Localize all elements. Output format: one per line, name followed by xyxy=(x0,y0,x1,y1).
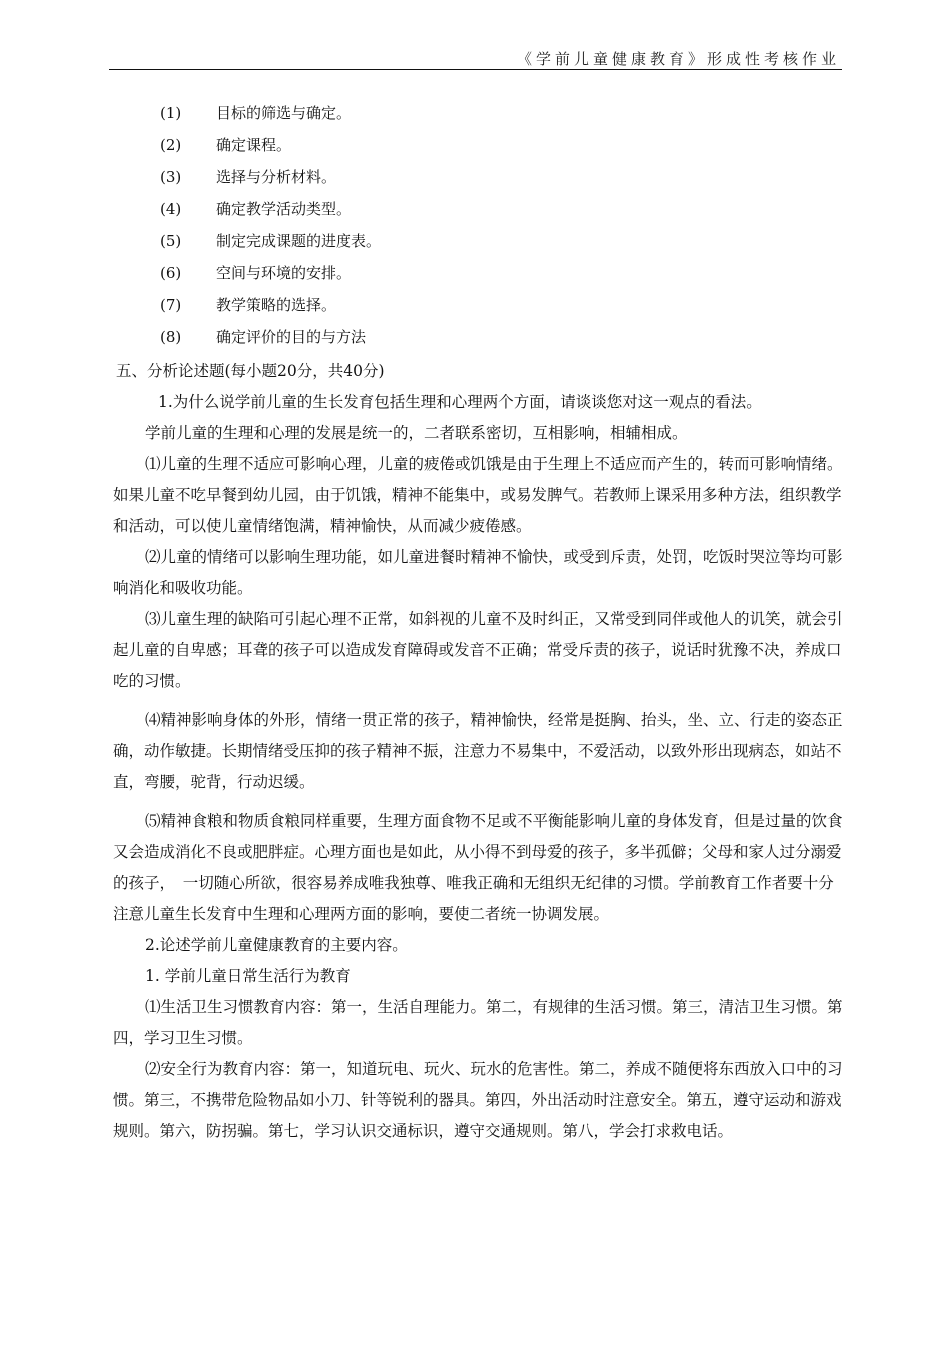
step-number: (6) xyxy=(160,264,182,282)
step-text: 制定完成课题的进度表。 xyxy=(216,232,382,250)
step-number: (2) xyxy=(160,136,182,154)
list-item xyxy=(160,225,381,257)
answer-1-point-2: ⑵儿童的情绪可以影响生理功能，如儿童进餐时精神不愉快，或受到斥责，处罚，吃饭时哭泣等均可影响消化和吸收功能。 xyxy=(113,548,843,597)
list-item xyxy=(160,289,381,321)
answer-1-intro: 学前儿童的生理和心理的发展是统一的，二者联系密切，互相影响，相辅相成。 xyxy=(145,424,688,442)
list-item xyxy=(160,193,381,225)
answer-1-point-1: ⑴儿童的生理不适应可影响心理，儿童的疲倦或饥饿是由于生理上不适应而产生的，转而可影响情绪。如果儿童不吃早餐到幼儿园，由于饥饿，精神不能集中，或易发脾气。若教师上课采用多种方法，组织教学和活动，可以使儿童情绪饱满，精神愉快，从而减少疲倦感。 xyxy=(113,455,843,535)
step-number: (5) xyxy=(160,232,182,250)
question-1: 1.为什么说学前儿童的生长发育包括生理和心理两个方面，请谈谈您对这一观点的看法。 xyxy=(158,393,762,411)
step-text: 确定评价的目的与方法 xyxy=(216,328,367,346)
question-2: 2.论述学前儿童健康教育的主要内容。 xyxy=(145,936,408,954)
step-text: 选择与分析材料。 xyxy=(216,168,337,186)
step-number: (1) xyxy=(160,104,182,122)
answer-1-point-4: ⑷精神影响身体的外形，情绪一贯正常的孩子，精神愉快，经常是挺胸、抬头，坐、立、行走的姿态正确，动作敏捷。长期情绪受压抑的孩子精神不振，注意力不易集中，不爱活动，以致外形出现病态，如站不直，弯腰，驼背，行动迟缓。 xyxy=(113,711,843,791)
header-divider xyxy=(109,69,842,70)
step-text: 教学策略的选择。 xyxy=(216,296,337,314)
section-five-content xyxy=(113,356,843,1147)
planning-steps-list xyxy=(160,97,381,353)
list-item xyxy=(160,97,381,129)
step-number: (4) xyxy=(160,200,182,218)
page-header-title: 《学前儿童健康教育》形成性考核作业 xyxy=(516,50,840,68)
list-item xyxy=(160,257,381,289)
list-item xyxy=(160,129,381,161)
answer-1-point-5: ⑸精神食粮和物质食粮同样重要，生理方面食物不足或不平衡能影响儿童的身体发育，但是过量的饮食又会造成消化不良或肥胖症。心理方面也是如此，从小得不到母爱的孩子，多半孤僻；父母和家人过分溺爱的孩子， 一切随心所欲，很容易养成唯我独尊、唯我正确和无组织无纪律的习惯。学前教育工作者要十分注意儿童生长发育中生理和心理两方面的影响，要使二者统一协调发展。 xyxy=(113,812,843,923)
list-item xyxy=(160,321,381,353)
step-text: 确定教学活动类型。 xyxy=(216,200,352,218)
answer-2-point-2: ⑵安全行为教育内容：第一，知道玩电、玩火、玩水的危害性。第二，养成不随便将东西放入口中的习惯。第三，不携带危险物品如小刀、针等锐利的器具。第四，外出活动时注意安全。第五，遵守运动和游戏规则。第六，防拐骗。第七，学习认识交通标识，遵守交通规则。第八，学会打求救电话。 xyxy=(113,1060,843,1140)
step-text: 目标的筛选与确定。 xyxy=(216,104,352,122)
step-number: (3) xyxy=(160,168,182,186)
answer-2-heading-1: 1. 学前儿童日常生活行为教育 xyxy=(145,967,351,985)
answer-2-point-1: ⑴生活卫生习惯教育内容：第一，生活自理能力。第二，有规律的生活习惯。第三，清洁卫生习惯。第四，学习卫生习惯。 xyxy=(113,998,843,1047)
section-heading: 五、分析论述题(每小题20分，共40分) xyxy=(116,362,385,380)
step-text: 确定课程。 xyxy=(216,136,292,154)
step-number: (7) xyxy=(160,296,182,314)
step-text: 空间与环境的安排。 xyxy=(216,264,352,282)
step-number: (8) xyxy=(160,328,182,346)
answer-1-point-3: ⑶儿童生理的缺陷可引起心理不正常，如斜视的儿童不及时纠正，又常受到同伴或他人的讥笑，就会引起儿童的自卑感；耳聋的孩子可以造成发育障碍或发音不正确；常受斥责的孩子，说话时犹豫不决，养成口吃的习惯。 xyxy=(113,610,843,690)
list-item xyxy=(160,161,381,193)
